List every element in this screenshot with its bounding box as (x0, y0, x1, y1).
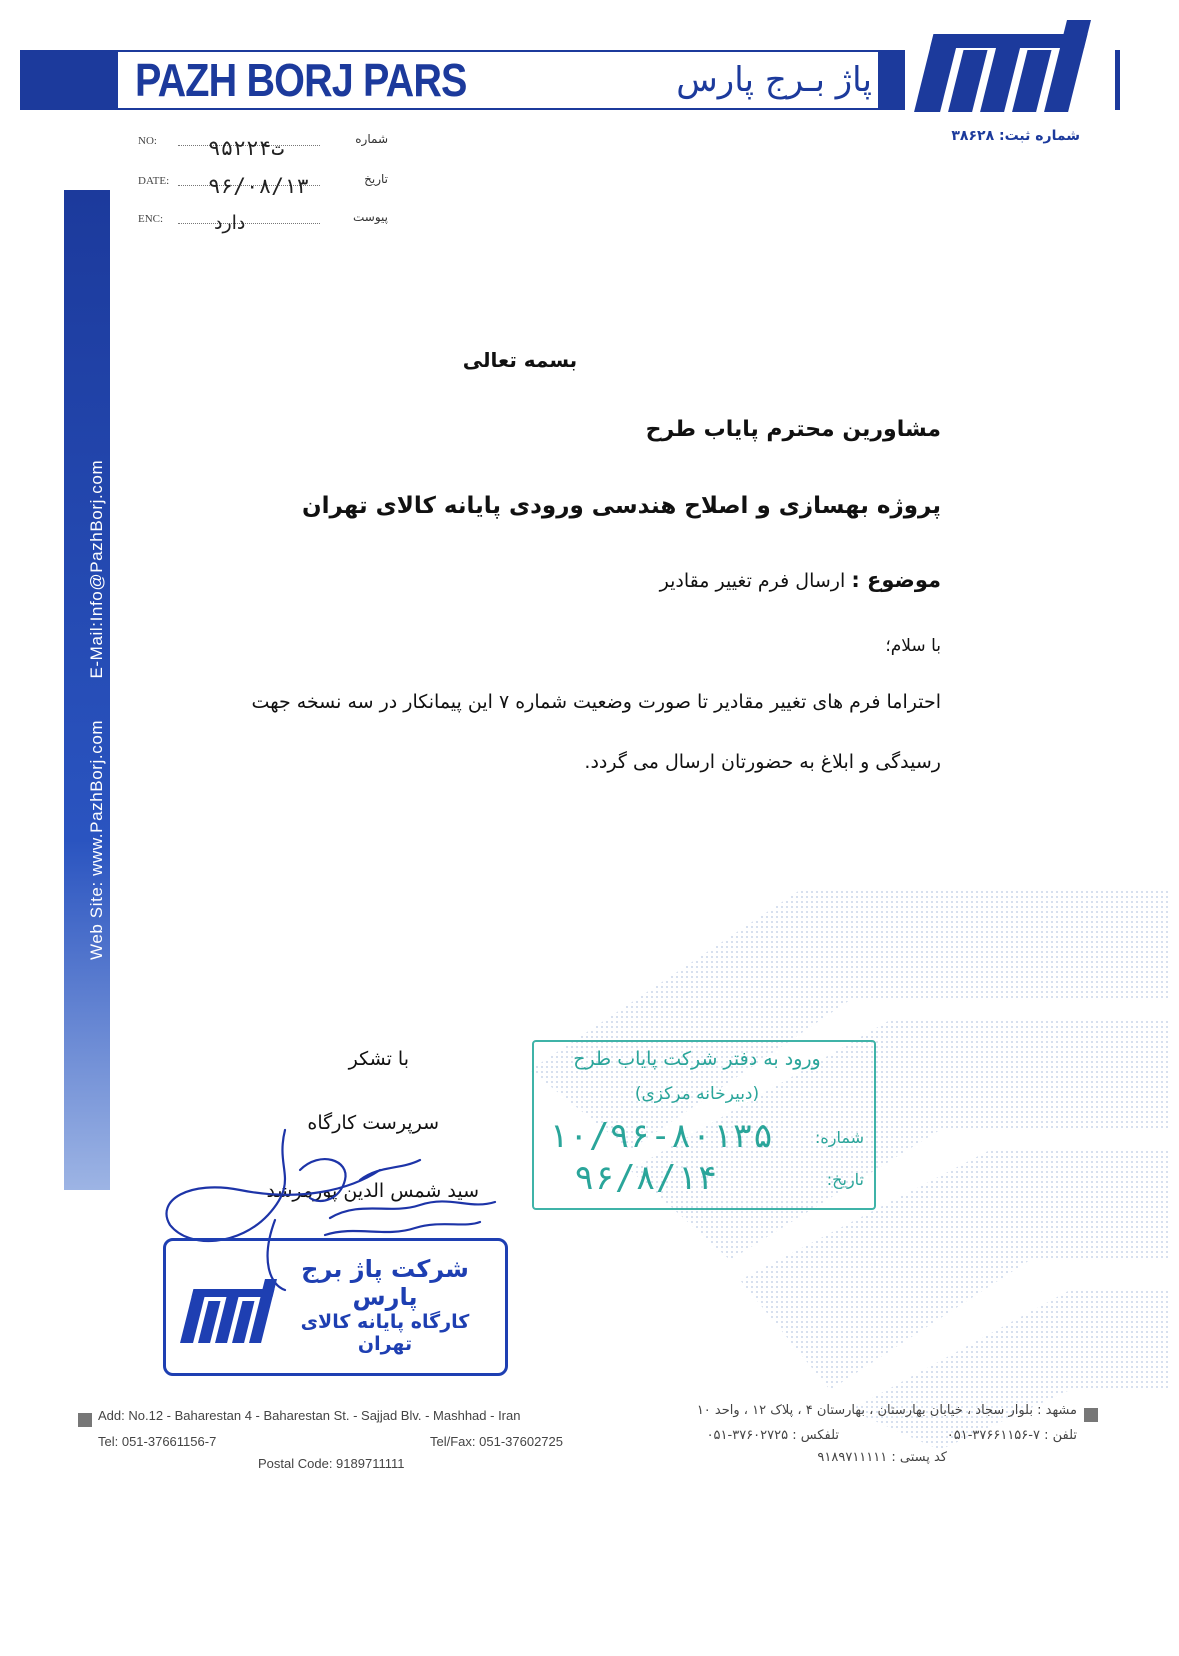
received-stamp-number: ۱۰/۹۶-۸۰۱۳۵ (548, 1116, 774, 1156)
closing: با تشکر (348, 1048, 409, 1070)
brand-name-en: PAZH BORJ PARS (135, 54, 467, 106)
received-stamp-number-label: شماره: (814, 1128, 864, 1147)
company-logo (905, 20, 1115, 115)
company-stamp-logo (178, 1279, 278, 1345)
reference-enclosure-label-fa: پیوست (353, 210, 388, 224)
received-stamp-title: ورود به دفتر شرکت پایاب طرح (573, 1048, 821, 1070)
footer-marker-left (78, 1413, 92, 1427)
footer-postal-fa: کد پستی : ۹۱۸۹۷۱۱۱۱۱ (817, 1450, 947, 1465)
received-stamp-subtitle: (دبیرخانه مرکزی) (634, 1084, 760, 1104)
sidebar-contact (87, 230, 107, 960)
signer-title: سرپرست کارگاه (307, 1112, 439, 1134)
registration-label: شماره ثبت: (999, 128, 1080, 144)
registration-info (880, 128, 1080, 144)
registration-number: ۳۸۶۲۸ (951, 128, 995, 144)
recipient: مشاورین محترم پایاب طرح (645, 417, 941, 442)
bismillah-heading: بسمه تعالی (462, 348, 578, 372)
sidebar-email: E-Mail:Info@PazhBorj.com (87, 459, 106, 679)
subject-label: موضوع : (851, 568, 941, 592)
footer-postal-en: Postal Code: 9189711111 (258, 1456, 405, 1471)
reference-number-value: ۹۵ت۲۲۴ (208, 136, 284, 160)
reference-number-label-en: NO: (138, 135, 157, 147)
reference-enclosure-value: دارد (214, 212, 246, 234)
reference-enclosure-label-en: ENC: (138, 213, 164, 225)
body-line-2: رسیدگی و ابلاغ به حضورتان ارسال می گردد. (584, 751, 941, 773)
received-stamp (532, 1040, 876, 1210)
footer-marker-right (1084, 1408, 1098, 1422)
company-stamp-line-2: کارگاه پایانه کالای تهران (300, 1311, 470, 1355)
signer-name: سید شمس الدین پورمرشد (266, 1180, 479, 1202)
reference-date-label-fa: تاریخ (364, 172, 388, 186)
sidebar-website: Web Site: www.PazhBorj.com (87, 719, 106, 960)
received-stamp-date-label: تاریخ: (826, 1170, 864, 1189)
company-stamp-line-1: شرکت پاژ برج پارس (301, 1255, 469, 1311)
greeting: با سلام؛ (885, 636, 941, 656)
reference-date-value: ۹۶/۰۸/۱۳ (208, 174, 310, 198)
brand-name-fa: پاژ بـرج پارس (676, 60, 872, 100)
reference-enclosure-line (178, 223, 320, 224)
received-stamp-date: ۹۶/۸/۱۴ (574, 1158, 718, 1198)
footer-address-en: Add: No.12 - Baharestan 4 - Baharestan St. - Sajjad Blv. - Mashhad - Iran (98, 1408, 521, 1423)
body-line-1: احتراما فرم های تغییر مقادیر تا صورت وضعیت شماره ۷ این پیمانکار در سه نسخه جهت (251, 691, 941, 713)
project-title: پروژه بهسازی و اصلاح هندسی ورودی پایانه کالای تهران (302, 493, 941, 519)
footer-fax-en: Tel/Fax: 051-37602725 (430, 1434, 563, 1449)
reference-number-label-fa: شماره (355, 132, 388, 146)
subject-text: ارسال فرم تغییر مقادیر (659, 570, 846, 592)
subject-line (241, 568, 941, 592)
footer-fax-fa: تلفکس : ۳۷۶۰۲۷۲۵-۰۵۱ (706, 1428, 839, 1443)
reference-enclosure-row (138, 209, 388, 231)
company-stamp (163, 1238, 508, 1376)
footer-tel-en: Tel: 051-37661156-7 (98, 1434, 217, 1449)
reference-date-label-en: DATE: (138, 175, 170, 187)
footer-address-fa: مشهد : بلوار سجاد ، خیابان بهارستان ، بهارستان ۴ ، پلاک ۱۲ ، واحد ۱۰ (696, 1403, 1077, 1418)
footer-tel-fa: تلفن : ۷-۳۷۶۶۱۱۵۶-۰۵۱ (946, 1428, 1077, 1443)
